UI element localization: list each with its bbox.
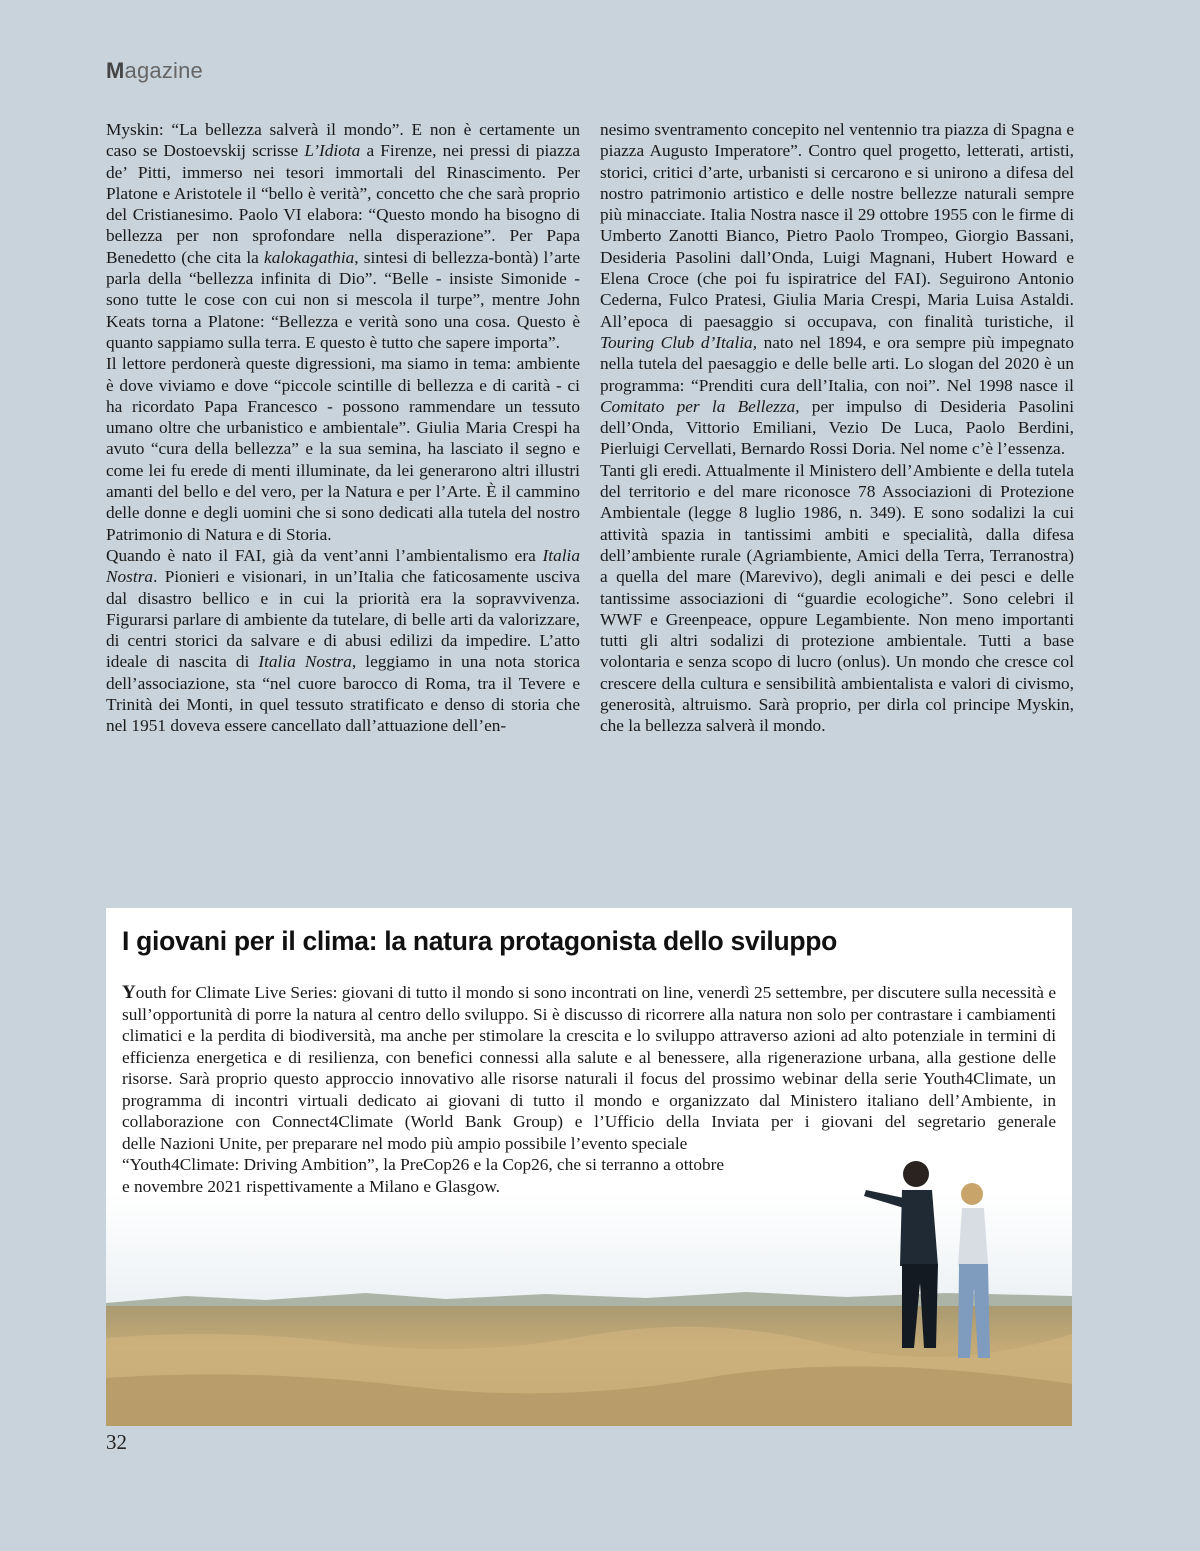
left-paragraph-2: Il lettore perdonerà queste digressioni, ma siamo in tema: ambiente è dove viviamo e dove “piccole scintille di bellezza e di carità - ci ha ricordato Papa Francesco - possono rammendare un tessuto umano oltre che urbanistico e ambientale”. Giulia Maria Crespi ha avuto “cura della bellezza” e la sua semina, ha lasciato il segno e come lei fu erede di menti illuminate, da lei generarono altri illustri amanti del bello e del vero, per la Natura e per l’Arte. È il cammino delle donne e degli uomini che si sono dedicati alla tutela del nostro Patrimonio di Natura e di Storia.: [106, 354, 580, 544]
box-line-3: “Youth4Climate: Driving Ambition”, la PreCop26 e la Cop26, che si terranno a ottobre: [122, 1155, 725, 1174]
page-number: 32: [106, 1430, 127, 1454]
header-initial: M: [106, 58, 125, 83]
left-paragraph-3: Quando è nato il FAI, già da vent’anni l’ambientalismo era Italia Nostra. Pionieri e visionari, in un’Italia che faticosamente usciva dal disastro bellico e in cui la priorità era la sopravvivenza. Figurarsi parlare di ambiente da tutelare, di belle arti da valorizzare, di centri storici da salvare e di abusi edilizi da impedire. L’atto ideale di nascita di Italia Nostra, leggiamo in una nota storica dell’associazione, sta “nel cuore barocco di Roma, tra il Tevere e Trinità dei Monti, in quel tessuto stratificato e denso di storia che nel 1951 doveva essere cancellato dall’attuazione dell’en-: [106, 545, 580, 736]
box-title: I giovani per il clima: la natura protagonista dello sviluppo: [122, 926, 837, 956]
box-line-4: e novembre 2021 rispettivamente a Milano e Glasgow.: [122, 1176, 501, 1196]
article-right-column: [600, 119, 1074, 737]
left-paragraph-1: Myskin: “La bellezza salverà il mondo”. E non è certamente un caso se Dostoevskij scrisse L’Idiota a Firenze, nei pressi di piazza de’ Pitti, immerso nei tesori immortali del Rinascimento. Per Platone e Aristotele il “bello è verità”, concetto che che sarà proprio del Cristianesimo. Paolo VI elabora: “Questo mondo ha bisogno di bellezza per non sprofondare nella disperazione”. Per Papa Benedetto (che cita la kalokagathia, sintesi di bellezza-bontà) l’arte parla della “bellezza infinita di Dio”. “Belle - insiste Simonide - sono tutte le cose con cui non si mescola il turpe”, mentre John Keats torna a Platone: “Bellezza e verità sono una cosa. Questo è quanto sappiamo sulla terra. E questo è tutto che sapere importa”.: [106, 120, 580, 352]
youth-climate-box: [106, 908, 1072, 1426]
header-rest: agazine: [124, 58, 203, 83]
article-left-column: [106, 119, 580, 737]
drop-cap: Y: [122, 982, 136, 1003]
magazine-header: [106, 58, 203, 84]
box-body: [122, 982, 1056, 1197]
box-line-2: delle Nazioni Unite, per preparare nel modo più ampio possibile l’evento speciale: [122, 1133, 688, 1153]
right-paragraph-1: nesimo sventramento concepito nel ventennio tra piazza di Spagna e piazza Augusto Imperatore”. Contro quel progetto, letterati, artisti, storici, critici d’arte, urbanisti si cercarono e si unirono a difesa del nostro patrimonio artistico e delle nostre bellezze naturali sempre più minacciate. Italia Nostra nasce il 29 ottobre 1955 con le firme di Umberto Zanotti Bianco, Pietro Paolo Trompeo, Giorgio Bassani, Desideria Pasolini dall’Onda, Luigi Magnani, Hubert Howard e Elena Croce (che poi fu ispiratrice del FAI). Seguirono Antonio Cederna, Fulco Pratesi, Giulia Maria Crespi, Maria Luisa Astaldi. All’epoca di paesaggio si occupava, con finalità turistiche, il Touring Club d’Italia, nato nel 1894, e ora sempre più impegnato nella tutela del paesaggio e delle belle arti. Lo slogan del 2020 è un programma: “Prenditi cura dell’Italia, con noi”. Nel 1998 nasce il Comitato per la Bellezza, per impulso di Desideria Pasolini dell’Onda, Vittorio Emiliani, Vezio De Luca, Paolo Berdini, Pierluigi Cervellati, Bernardo Rossi Doria. Nel nome c’è l’essenza.: [600, 120, 1074, 459]
box-paragraph: Youth for Climate Live Series: giovani di tutto il mondo si sono incontrati on line, venerdì 25 settembre, per discutere sulla necessità e sull’opportunità di porre la natura al centro dello sviluppo. Si è discusso di ricorrere alla natura non solo per contrastare i cambiamenti climatici e la perdita di biodiversità, ma anche per stimolare la crescita e lo sviluppo attraverso azioni ad alto potenziale in termini di efficienza energetica e di resilienza, con benefici connessi alla salute e al benessere, alla rigenerazione urbana, alla gestione delle risorse. Sarà proprio questo approccio innovativo alle risorse naturali il focus del prossimo webinar della serie Youth4Climate, un programma di incontri virtuali dedicato ai giovani di tutto il mondo e organizzato dal Ministero italiano dell’Ambiente, in collaborazione con Connect4Climate (World Bank Group) e l’Ufficio della Inviata per i giovani del segretario generale: [122, 982, 1056, 1131]
right-paragraph-2: Tanti gli eredi. Attualmente il Ministero dell’Ambiente e della tutela del territorio e del mare riconosce 78 Associazioni di Protezione Ambientale (legge 8 luglio 1986, n. 349). E sono sodalizi la cui attività spazia in tantissimi ambiti e specialità, dalla difesa dell’ambiente rurale (Agriambiente, Amici della Terra, Terranostra) a quella del mare (Marevivo), degli animali e dei pesci e delle tantissime associazioni di “guardie ecologiche”. Sono celebri il WWF e Greenpeace, oppure Legambiente. Non meno importanti tutti gli altri sodalizi di protezione ambientale. Tutti a base volontaria e senza scopo di lucro (onlus). Un mondo che cresce col crescere della cultura e sensibilità ambientalista e valori di civismo, generosità, altruismo. Sarà proprio, per dirla col principe Myskin, che la bellezza salverà il mondo.: [600, 460, 1074, 736]
